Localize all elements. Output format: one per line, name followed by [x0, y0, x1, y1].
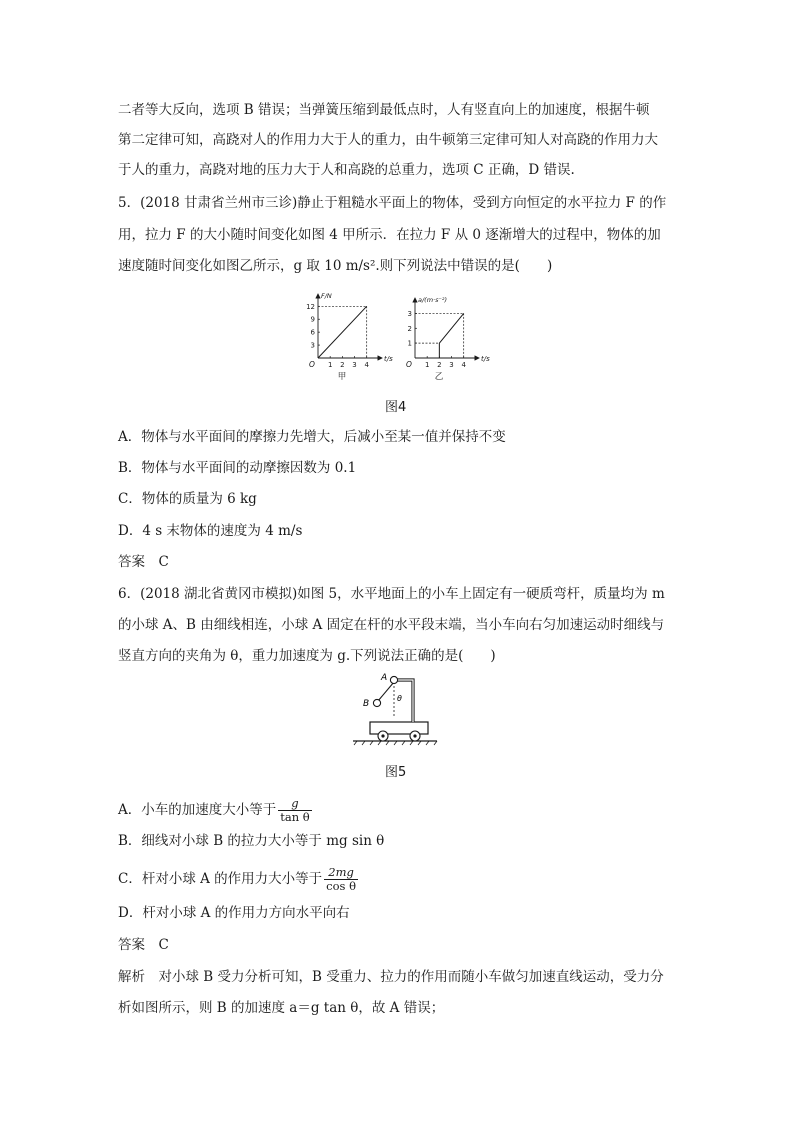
- q5-answer: 答案 C: [118, 554, 169, 570]
- q6-explanation-line-1: 解析 对小球 B 受力分析可知，B 受重力、拉力的作用而随小车做匀加速直线运动，受力分: [118, 969, 664, 985]
- q6-option-c: [118, 866, 358, 893]
- series-line: [439, 313, 463, 358]
- prev-line-3: 于人的重力，高跷对地的压力大于人和高跷的总重力，选项 C 正确，D 错误.: [118, 162, 575, 178]
- fraction-denominator: tan θ: [280, 810, 310, 824]
- figure-4-graphs: [290, 290, 510, 390]
- graph-caption: 乙: [434, 372, 444, 382]
- q6-option-a-fraction: [278, 797, 311, 824]
- label-theta: θ: [397, 694, 402, 703]
- q6-option-a-text: A．小车的加速度大小等于: [118, 802, 277, 818]
- x-tick-label: 3: [449, 361, 454, 369]
- q6-option-a: [118, 797, 312, 824]
- q5-option-a: A．物体与水平面间的摩擦力先增大，后减小至某一值并保持不变: [118, 429, 506, 445]
- q6-stem-line-3: 竖直方向的夹角为 θ，重力加速度为 g.下列说法正确的是( ): [118, 648, 496, 664]
- q6-option-c-text: C．杆对小球 A 的作用力大小等于: [118, 871, 323, 887]
- origin-label: O: [309, 360, 315, 369]
- q5-option-b: B．物体与水平面间的动摩擦因数为 0.1: [118, 460, 357, 476]
- cart-body: [370, 722, 428, 734]
- x-tick-label: 1: [424, 361, 430, 369]
- q6-option-d: D．杆对小球 A 的作用力方向水平向右: [118, 905, 350, 921]
- x-tick-label: 2: [340, 361, 345, 369]
- x-tick-label: 1: [327, 361, 333, 369]
- q6-option-c-fraction: [324, 866, 358, 893]
- q5-option-c: C．物体的质量为 6 kg: [118, 491, 257, 507]
- figure-4-caption: 图4: [385, 400, 407, 415]
- label-a: A: [381, 673, 388, 683]
- figure-5-cart: [345, 668, 445, 748]
- x-tick-label: 4: [364, 361, 369, 369]
- string-line: [378, 682, 394, 701]
- q5-stem-line-2: 用，拉力 F 的大小随时间变化如图 4 甲所示．在拉力 F 从 0 逐渐增大的过程中，物体的加: [118, 227, 661, 243]
- graph-yi: [406, 296, 490, 382]
- graph-jia: [306, 292, 393, 382]
- x-tick-label: 3: [352, 361, 357, 369]
- y-axis-label: F/N: [321, 292, 332, 300]
- q6-answer: 答案 C: [118, 937, 169, 953]
- y-tick-label: 3: [407, 309, 412, 318]
- series-line: [318, 306, 367, 358]
- ball-a: [390, 676, 397, 683]
- q5-option-d: D．4 s 末物体的速度为 4 m/s: [118, 523, 303, 539]
- q6-stem-line-1: 6．(2018 湖北省黄冈市模拟)如图 5，水平地面上的小车上固定有一硬质弯杆，质量均为 m: [118, 586, 665, 602]
- label-b: B: [363, 699, 370, 709]
- fraction-denominator: cos θ: [326, 879, 357, 893]
- y-tick-label: 3: [310, 341, 315, 350]
- q6-stem-line-2: 的小球 A、B 由细线相连，小球 A 固定在杆的水平段末端，当小车向右匀加速运动时细线与: [118, 617, 665, 633]
- q6-option-b: B．细线对小球 B 的拉力大小等于 mg sin θ: [118, 833, 385, 849]
- graph-caption: 甲: [337, 372, 347, 382]
- x-axis-label: t/s: [481, 355, 490, 363]
- fraction-numerator: g: [278, 797, 311, 811]
- y-tick-label: 12: [306, 302, 315, 311]
- q5-stem-line-1: 5．(2018 甘肃省兰州市三诊)静止于粗糙水平面上的物体，受到方向恒定的水平拉力 F 的作: [118, 195, 667, 211]
- x-tick-label: 2: [437, 361, 442, 369]
- y-tick-label: 1: [407, 339, 412, 348]
- x-axis-label: t/s: [384, 355, 393, 363]
- y-tick-label: 6: [310, 328, 315, 337]
- ball-b: [373, 699, 380, 706]
- x-tick-label: 4: [461, 361, 466, 369]
- prev-line-1: 二者等大反向，选项 B 错误；当弹簧压缩到最低点时，人有竖直向上的加速度，根据牛顿: [118, 102, 650, 118]
- y-tick-label: 2: [407, 324, 412, 333]
- figure-5-caption: 图5: [385, 765, 407, 780]
- fraction-numerator: 2mg: [324, 866, 358, 880]
- y-tick-label: 9: [310, 315, 315, 324]
- q5-stem-line-3: 速度随时间变化如图乙所示，g 取 10 m/s².则下列说法中错误的是( ): [118, 258, 553, 274]
- y-axis-label: a/(m·s⁻²): [418, 296, 448, 304]
- q6-explanation-line-2: 析如图所示，则 B 的加速度 a＝g tan θ，故 A 错误；: [118, 1000, 445, 1016]
- prev-line-2: 第二定律可知，高跷对人的作用力大于人的重力，由牛顿第三定律可知人对高跷的作用力大: [118, 132, 658, 148]
- origin-label: O: [406, 360, 412, 369]
